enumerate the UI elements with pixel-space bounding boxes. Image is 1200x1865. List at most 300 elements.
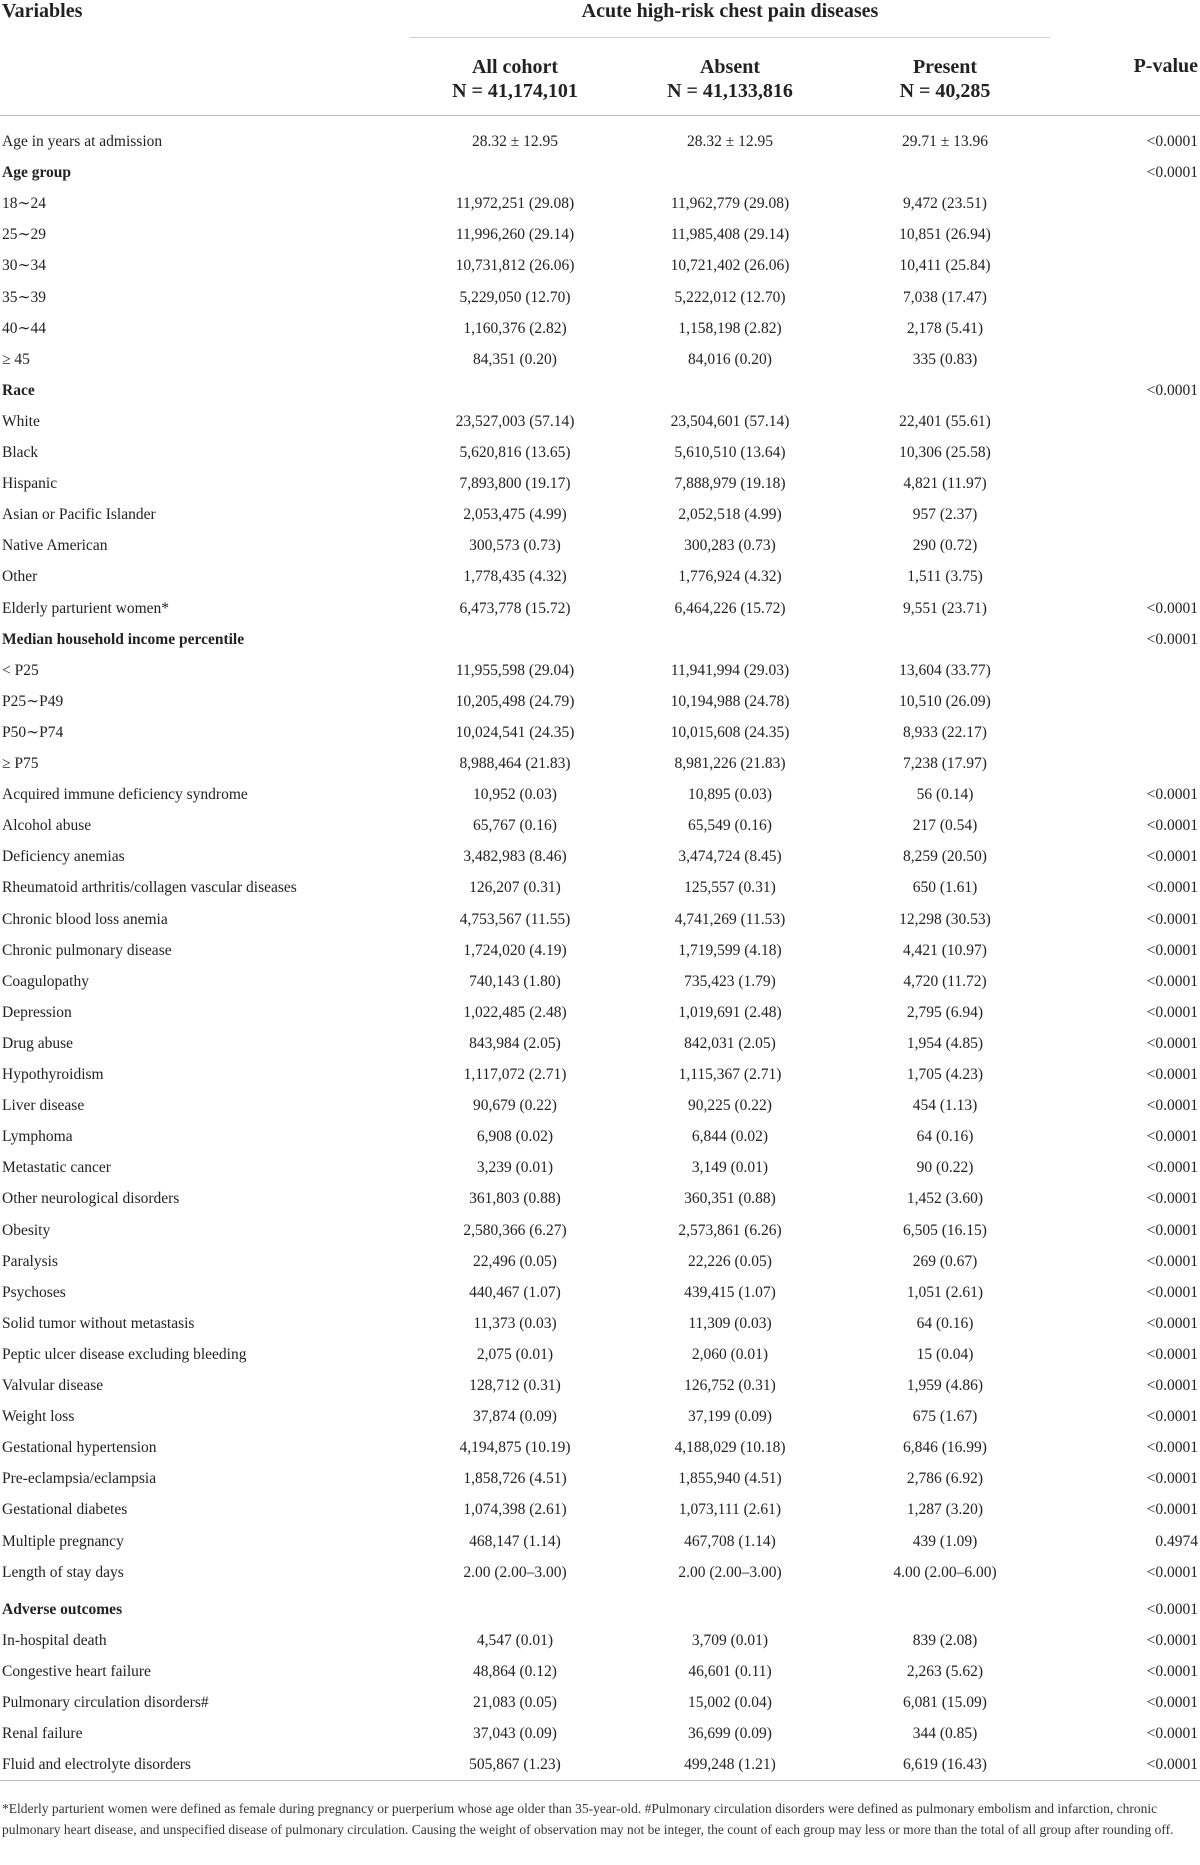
cell-pvalue: <0.0001: [1146, 1159, 1198, 1177]
cell-present: 1,954 (4.85): [906, 1034, 984, 1052]
cell-all-cohort: 128,712 (0.31): [469, 1377, 561, 1394]
table-footnote: *Elderly parturient women were defined as female during pregnancy or puerperium whose age older than 35-year-old. #Pulmonary circulation disorders were defined as pulmonary embolism and infarction, chronic pulmonary heart disease, and unspecified disease of pulmonary circulation. Causing the weight of observation may not be integer, the count of each group may less or more than the total of all group after rounding off.: [2, 1801, 1174, 1837]
cell-absent: 10,015,608 (24.35): [670, 723, 790, 741]
cell-pvalue: <0.0001: [1146, 630, 1198, 648]
row-label: Chronic blood loss anemia: [2, 910, 168, 928]
cell-present: 4,821 (11.97): [903, 475, 987, 493]
table-row: [0, 499, 1200, 530]
table-row: [0, 468, 1200, 499]
cell-pvalue: <0.0001: [1146, 1252, 1198, 1270]
cell-present: 22,401 (55.61): [899, 412, 991, 430]
cell-absent: 7,888,979 (19.18): [674, 475, 786, 493]
cell-all-cohort: 126,207 (0.31): [469, 879, 561, 897]
cell-present: 6,505 (16.15): [903, 1221, 987, 1239]
cell-pvalue: <0.0001: [1146, 164, 1198, 182]
cell-absent: 2.00 (2.00–3.00): [678, 1563, 782, 1581]
cell-all-cohort: 361,803 (0.88): [469, 1190, 561, 1208]
table-row: [0, 1028, 1200, 1059]
cell-all-cohort: 11,972,251 (29.08): [455, 195, 575, 213]
cell-absent: 46,601 (0.11): [688, 1662, 772, 1680]
cell-all-cohort: 440,467 (1.07): [469, 1283, 561, 1301]
cell-pvalue: <0.0001: [1146, 848, 1198, 866]
table-row: [0, 1557, 1200, 1588]
row-label: Lymphoma: [2, 1128, 73, 1146]
cell-absent: 126,752 (0.31): [684, 1377, 776, 1394]
cell-absent: 2,060 (0.01): [691, 1345, 769, 1363]
cell-present: 1,511 (3.75): [907, 568, 983, 586]
table-row: [0, 1656, 1200, 1687]
table-row: [0, 1059, 1200, 1090]
cell-present: 64 (0.16): [916, 1314, 974, 1332]
cell-all-cohort: 4,194,875 (10.19): [459, 1439, 571, 1457]
cell-all-cohort: 1,160,376 (2.82): [463, 319, 567, 337]
cell-absent: 36,699 (0.09): [688, 1725, 772, 1743]
cell-absent: 467,708 (1.14): [684, 1532, 776, 1550]
row-label: Weight loss: [2, 1408, 75, 1426]
cell-pvalue: <0.0001: [1146, 1190, 1198, 1208]
cell-absent: 4,741,269 (11.53): [674, 910, 786, 928]
row-label: Renal failure: [2, 1725, 83, 1743]
cell-all-cohort: 5,229,050 (12.70): [459, 288, 571, 306]
cell-present: 6,619 (16.43): [903, 1756, 987, 1774]
row-label: Chronic pulmonary disease: [2, 941, 172, 959]
cell-present: 9,472 (23.51): [903, 195, 987, 213]
header-variables: Variables: [2, 0, 83, 22]
cell-present: 10,411 (25.84): [899, 257, 991, 275]
row-label: Fluid and electrolyte disorders: [2, 1756, 191, 1774]
cell-all-cohort: 843,984 (2.05): [469, 1034, 561, 1052]
table-row: [0, 313, 1200, 344]
table-row: [0, 250, 1200, 281]
cell-present: 439 (1.09): [912, 1532, 978, 1550]
row-label: P50∼P74: [2, 723, 64, 741]
table-row: [0, 530, 1200, 561]
cell-all-cohort: 28.32 ± 12.95: [471, 133, 558, 150]
row-label: Alcohol abuse: [2, 817, 92, 835]
cell-pvalue: <0.0001: [1146, 1408, 1198, 1426]
cell-present: 29.71 ± 13.96: [901, 133, 988, 150]
cell-pvalue: <0.0001: [1146, 1563, 1198, 1581]
table-row: [0, 655, 1200, 686]
cell-pvalue: <0.0001: [1146, 817, 1198, 835]
cell-present: 344 (0.85): [912, 1725, 978, 1743]
row-label: < P25: [2, 661, 39, 679]
table-row: [0, 1432, 1200, 1463]
row-label: Median household income percentile: [2, 630, 245, 648]
cell-absent: 1,158,198 (2.82): [678, 319, 782, 337]
cell-absent: 90,225 (0.22): [688, 1097, 772, 1115]
cell-absent: 3,709 (0.01): [691, 1631, 769, 1649]
cell-pvalue: <0.0001: [1146, 1756, 1198, 1774]
cell-all-cohort: 84,351 (0.20): [473, 350, 557, 368]
table-row: [0, 624, 1200, 655]
cell-all-cohort: 10,205,498 (24.79): [455, 692, 575, 710]
cell-absent: 499,248 (1.21): [684, 1756, 776, 1774]
row-label: Multiple pregnancy: [2, 1532, 124, 1550]
table-row: [0, 1215, 1200, 1246]
header-all-cohort-label: All cohort: [471, 56, 559, 78]
header-all-cohort: [410, 55, 620, 103]
header-all-cohort-n: N = 41,174,101: [452, 80, 578, 102]
row-label: 18∼24: [2, 195, 46, 213]
cell-present: 2,786 (6.92): [906, 1470, 984, 1488]
cell-present: 90 (0.22): [916, 1159, 974, 1177]
cell-all-cohort: 37,043 (0.09): [473, 1725, 557, 1743]
row-label: Pulmonary circulation disorders#: [2, 1694, 209, 1711]
cell-pvalue: <0.0001: [1146, 1725, 1198, 1743]
cell-present: 8,933 (22.17): [903, 723, 987, 741]
cell-absent: 10,895 (0.03): [688, 786, 772, 804]
cell-all-cohort: 23,527,003 (57.14): [455, 412, 575, 430]
header-rule: [0, 115, 1200, 116]
header-group-title: Acute high-risk chest pain diseases: [581, 0, 879, 22]
cell-pvalue: <0.0001: [1146, 786, 1198, 804]
row-label: Pre-eclampsia/eclampsia: [2, 1470, 157, 1488]
row-label: 25∼29: [2, 226, 46, 244]
row-label: Coagulopathy: [2, 972, 89, 990]
cell-absent: 11,309 (0.03): [688, 1314, 772, 1332]
cell-all-cohort: 2,075 (0.01): [476, 1345, 554, 1363]
cell-absent: 2,052,518 (4.99): [678, 506, 782, 524]
row-label: Paralysis: [2, 1252, 58, 1270]
cell-pvalue: <0.0001: [1146, 133, 1198, 150]
cell-absent: 439,415 (1.07): [684, 1283, 776, 1301]
cell-present: 1,051 (2.61): [906, 1283, 984, 1301]
cell-pvalue: <0.0001: [1146, 910, 1198, 928]
cell-absent: 300,283 (0.73): [684, 537, 776, 555]
cell-present: 9,551 (23.71): [903, 599, 987, 617]
row-label: Elderly parturient women*: [2, 599, 170, 617]
table-row: [0, 904, 1200, 935]
cell-all-cohort: 3,482,983 (8.46): [463, 848, 567, 866]
cell-present: 7,238 (17.97): [903, 755, 987, 772]
table-row: [0, 188, 1200, 219]
table-row: [0, 1121, 1200, 1152]
cell-absent: 4,188,029 (10.18): [674, 1439, 786, 1457]
cell-present: 1,287 (3.20): [906, 1501, 984, 1519]
cell-pvalue: <0.0001: [1146, 1066, 1198, 1083]
cell-absent: 11,941,994 (29.03): [670, 661, 790, 679]
cell-pvalue: <0.0001: [1146, 1439, 1198, 1457]
cell-all-cohort: 6,908 (0.02): [476, 1128, 554, 1146]
cell-pvalue: <0.0001: [1146, 1283, 1198, 1301]
cell-pvalue: <0.0001: [1146, 1221, 1198, 1239]
table-row: [0, 1594, 1200, 1625]
cell-pvalue: <0.0001: [1146, 1345, 1198, 1363]
cell-absent: 3,149 (0.01): [691, 1159, 769, 1177]
header-pvalue: P-value: [1133, 55, 1198, 77]
group-header-rule: [410, 37, 1050, 38]
cell-pvalue: <0.0001: [1146, 941, 1198, 959]
cell-all-cohort: 5,620,816 (13.65): [459, 444, 571, 461]
header-present-label: Present: [912, 56, 978, 78]
cell-all-cohort: 468,147 (1.14): [469, 1532, 561, 1550]
row-label: P25∼P49: [2, 692, 64, 710]
header-absent: [625, 55, 835, 103]
cell-absent: 11,962,779 (29.08): [670, 195, 790, 213]
row-label: 40∼44: [2, 319, 46, 337]
row-label: Deficiency anemias: [2, 848, 125, 866]
header-present: [840, 55, 1050, 103]
cell-pvalue: <0.0001: [1146, 1003, 1198, 1021]
row-label: Hispanic: [2, 475, 58, 493]
row-label: Hypothyroidism: [2, 1066, 104, 1083]
cell-absent: 6,844 (0.02): [691, 1128, 769, 1146]
cell-present: 10,306 (25.58): [899, 444, 991, 461]
cell-absent: 28.32 ± 12.95: [686, 133, 773, 150]
cell-all-cohort: 4,753,567 (11.55): [459, 910, 571, 928]
table-row: [0, 872, 1200, 903]
cell-all-cohort: 48,864 (0.12): [473, 1662, 557, 1680]
cell-all-cohort: 1,858,726 (4.51): [463, 1470, 567, 1488]
table-row: [0, 1463, 1200, 1494]
table-row: [0, 810, 1200, 841]
cell-all-cohort: 10,731,812 (26.06): [455, 257, 575, 275]
cell-present: 6,081 (15.09): [903, 1694, 987, 1711]
cell-absent: 735,423 (1.79): [684, 972, 776, 990]
table-row: [0, 1625, 1200, 1656]
cell-pvalue: <0.0001: [1146, 1631, 1198, 1649]
header-absent-label: Absent: [699, 56, 760, 78]
cell-absent: 11,985,408 (29.14): [670, 226, 790, 244]
row-label: Obesity: [2, 1221, 51, 1239]
table-row: [0, 1152, 1200, 1183]
cell-pvalue: <0.0001: [1146, 1501, 1198, 1519]
row-label: Age in years at admission: [2, 133, 163, 150]
header-absent-n: N = 41,133,816: [667, 80, 793, 102]
cell-all-cohort: 2,053,475 (4.99): [463, 506, 567, 524]
cell-all-cohort: 505,867 (1.23): [469, 1756, 561, 1774]
cell-present: 8,259 (20.50): [903, 848, 987, 866]
cell-all-cohort: 300,573 (0.73): [469, 537, 561, 555]
cell-present: 269 (0.67): [912, 1252, 978, 1270]
row-label: Gestational hypertension: [2, 1439, 157, 1457]
cell-present: 4,421 (10.97): [903, 941, 987, 959]
cell-present: 64 (0.16): [916, 1128, 974, 1146]
cell-present: 290 (0.72): [912, 537, 978, 555]
cell-present: 957 (2.37): [912, 506, 978, 524]
cell-all-cohort: 22,496 (0.05): [473, 1252, 557, 1270]
cell-present: 4.00 (2.00–6.00): [893, 1563, 997, 1581]
cell-absent: 1,855,940 (4.51): [678, 1470, 782, 1488]
table-row: [0, 406, 1200, 437]
row-label: ≥ 45: [2, 350, 30, 368]
table-row: [0, 1526, 1200, 1557]
table-row: [0, 1494, 1200, 1525]
cell-absent: 842,031 (2.05): [684, 1034, 776, 1052]
cell-present: 15 (0.04): [916, 1345, 974, 1363]
cell-absent: 5,222,012 (12.70): [674, 288, 786, 306]
cell-present: 12,298 (30.53): [899, 910, 991, 928]
table-row: [0, 1277, 1200, 1308]
cell-all-cohort: 11,373 (0.03): [473, 1314, 557, 1332]
cell-absent: 1,073,111 (2.61): [678, 1501, 782, 1519]
row-label: Length of stay days: [2, 1563, 124, 1581]
cell-absent: 8,981,226 (21.83): [674, 755, 786, 772]
table-row: [0, 841, 1200, 872]
cell-all-cohort: 11,955,598 (29.04): [455, 661, 575, 679]
cell-pvalue: <0.0001: [1146, 1470, 1198, 1488]
cell-pvalue: <0.0001: [1146, 599, 1198, 617]
cell-pvalue: <0.0001: [1146, 381, 1198, 399]
cell-pvalue: <0.0001: [1146, 1097, 1198, 1115]
row-label: Peptic ulcer disease excluding bleeding: [2, 1345, 247, 1363]
cell-present: 335 (0.83): [912, 350, 978, 368]
table-row: [0, 157, 1200, 188]
cell-present: 2,178 (5.41): [906, 319, 984, 337]
cell-all-cohort: 7,893,800 (19.17): [459, 475, 571, 493]
table-row: [0, 748, 1200, 779]
table-row: [0, 1749, 1200, 1780]
row-label: Liver disease: [2, 1097, 85, 1115]
cell-all-cohort: 37,874 (0.09): [473, 1408, 557, 1426]
cell-all-cohort: 3,239 (0.01): [476, 1159, 554, 1177]
row-label: Age group: [2, 164, 72, 182]
cell-present: 217 (0.54): [912, 817, 978, 835]
table-row: [0, 593, 1200, 624]
row-label: Race: [2, 381, 35, 399]
table-row: [0, 375, 1200, 406]
table-row: [0, 1718, 1200, 1749]
cell-pvalue: <0.0001: [1146, 1034, 1198, 1052]
cell-present: 56 (0.14): [916, 786, 974, 804]
cell-absent: 22,226 (0.05): [688, 1252, 772, 1270]
row-label: Gestational diabetes: [2, 1501, 128, 1519]
cell-pvalue: <0.0001: [1146, 1128, 1198, 1146]
cell-all-cohort: 1,117,072 (2.71): [463, 1066, 567, 1083]
cell-all-cohort: 4,547 (0.01): [476, 1631, 554, 1649]
cell-present: 2,795 (6.94): [906, 1003, 984, 1021]
row-label: Adverse outcomes: [2, 1600, 123, 1618]
cell-absent: 1,719,599 (4.18): [678, 941, 782, 959]
cell-all-cohort: 1,022,485 (2.48): [463, 1003, 567, 1021]
row-label: 30∼34: [2, 257, 46, 275]
table-row: [0, 997, 1200, 1028]
row-label: Psychoses: [2, 1283, 66, 1301]
cell-pvalue: 0.4974: [1155, 1532, 1198, 1550]
cell-all-cohort: 6,473,778 (15.72): [459, 599, 571, 617]
table-row: [0, 1401, 1200, 1432]
table-row: [0, 219, 1200, 250]
table-row: [0, 935, 1200, 966]
cell-absent: 1,115,367 (2.71): [678, 1066, 782, 1083]
table-row: [0, 1370, 1200, 1401]
row-label: In-hospital death: [2, 1631, 107, 1649]
row-label: Acquired immune deficiency syndrome: [2, 786, 248, 804]
row-label: Solid tumor without metastasis: [2, 1314, 195, 1332]
row-label: Black: [2, 444, 39, 461]
cell-absent: 1,776,924 (4.32): [678, 568, 782, 586]
cell-present: 10,851 (26.94): [899, 226, 991, 244]
table-row: [0, 561, 1200, 592]
cell-all-cohort: 11,996,260 (29.14): [455, 226, 575, 244]
cell-pvalue: <0.0001: [1146, 972, 1198, 990]
cell-all-cohort: 10,952 (0.03): [473, 786, 557, 804]
cell-all-cohort: 1,724,020 (4.19): [463, 941, 567, 959]
cell-absent: 5,610,510 (13.64): [674, 444, 786, 461]
table-row: [0, 437, 1200, 468]
table-row: [0, 1090, 1200, 1121]
row-label: Drug abuse: [2, 1034, 74, 1052]
cell-all-cohort: 21,083 (0.05): [473, 1694, 557, 1711]
cell-absent: 125,557 (0.31): [684, 879, 776, 897]
cell-present: 454 (1.13): [912, 1097, 978, 1115]
cell-present: 13,604 (33.77): [899, 661, 991, 679]
table-row: [0, 717, 1200, 748]
cell-all-cohort: 740,143 (1.80): [469, 972, 561, 990]
cell-all-cohort: 1,778,435 (4.32): [463, 568, 567, 586]
cell-present: 650 (1.61): [912, 879, 978, 897]
cell-present: 1,452 (3.60): [906, 1190, 984, 1208]
row-label: ≥ P75: [2, 755, 39, 772]
cell-absent: 2,573,861 (6.26): [678, 1221, 782, 1239]
cell-present: 2,263 (5.62): [906, 1662, 984, 1680]
cell-present: 6,846 (16.99): [903, 1439, 987, 1457]
cell-pvalue: <0.0001: [1146, 1600, 1198, 1618]
row-label: Asian or Pacific Islander: [2, 506, 156, 524]
cell-pvalue: <0.0001: [1146, 1314, 1198, 1332]
cell-all-cohort: 2,580,366 (6.27): [463, 1221, 567, 1239]
table-row: [0, 779, 1200, 810]
table-row: [0, 1687, 1200, 1718]
table-row: [0, 126, 1200, 157]
table-row: [0, 966, 1200, 997]
cell-absent: 6,464,226 (15.72): [674, 599, 786, 617]
cell-all-cohort: 65,767 (0.16): [473, 817, 557, 835]
cell-all-cohort: 90,679 (0.22): [473, 1097, 557, 1115]
table-row: [0, 1246, 1200, 1277]
row-label: Metastatic cancer: [2, 1159, 111, 1177]
cell-pvalue: <0.0001: [1146, 1662, 1198, 1680]
row-label: Depression: [2, 1003, 72, 1021]
cell-absent: 37,199 (0.09): [688, 1408, 772, 1426]
row-label: 35∼39: [2, 288, 46, 306]
cell-absent: 1,019,691 (2.48): [678, 1003, 782, 1021]
cell-present: 7,038 (17.47): [903, 288, 987, 306]
cell-present: 675 (1.67): [912, 1408, 978, 1426]
row-label: Valvular disease: [2, 1377, 104, 1394]
cell-absent: 65,549 (0.16): [688, 817, 772, 835]
row-label: Other neurological disorders: [2, 1190, 180, 1208]
row-label: White: [2, 412, 40, 430]
bottom-rule: [0, 1780, 1200, 1781]
cell-absent: 10,194,988 (24.78): [670, 692, 790, 710]
table-row: [0, 1183, 1200, 1214]
cell-all-cohort: 8,988,464 (21.83): [459, 755, 571, 772]
cell-all-cohort: 1,074,398 (2.61): [463, 1501, 567, 1519]
cell-present: 1,705 (4.23): [906, 1066, 984, 1083]
cell-pvalue: <0.0001: [1146, 879, 1198, 897]
header-present-n: N = 40,285: [899, 80, 991, 102]
cell-present: 839 (2.08): [912, 1631, 978, 1649]
cell-pvalue: <0.0001: [1146, 1377, 1198, 1394]
row-label: Other: [2, 568, 38, 586]
cell-absent: 3,474,724 (8.45): [678, 848, 782, 866]
row-label: Native American: [2, 537, 108, 555]
cell-all-cohort: 2.00 (2.00–3.00): [463, 1563, 567, 1581]
cell-all-cohort: 10,024,541 (24.35): [455, 723, 575, 741]
cell-pvalue: <0.0001: [1146, 1694, 1198, 1711]
cell-absent: 23,504,601 (57.14): [670, 412, 790, 430]
cell-absent: 360,351 (0.88): [684, 1190, 776, 1208]
table-row: [0, 282, 1200, 313]
cell-absent: 10,721,402 (26.06): [670, 257, 790, 275]
cell-present: 1,959 (4.86): [906, 1377, 984, 1394]
table-row: [0, 1308, 1200, 1339]
row-label: Rheumatoid arthritis/collagen vascular diseases: [2, 879, 297, 897]
cell-absent: 15,002 (0.04): [688, 1694, 772, 1711]
table-row: [0, 1339, 1200, 1370]
